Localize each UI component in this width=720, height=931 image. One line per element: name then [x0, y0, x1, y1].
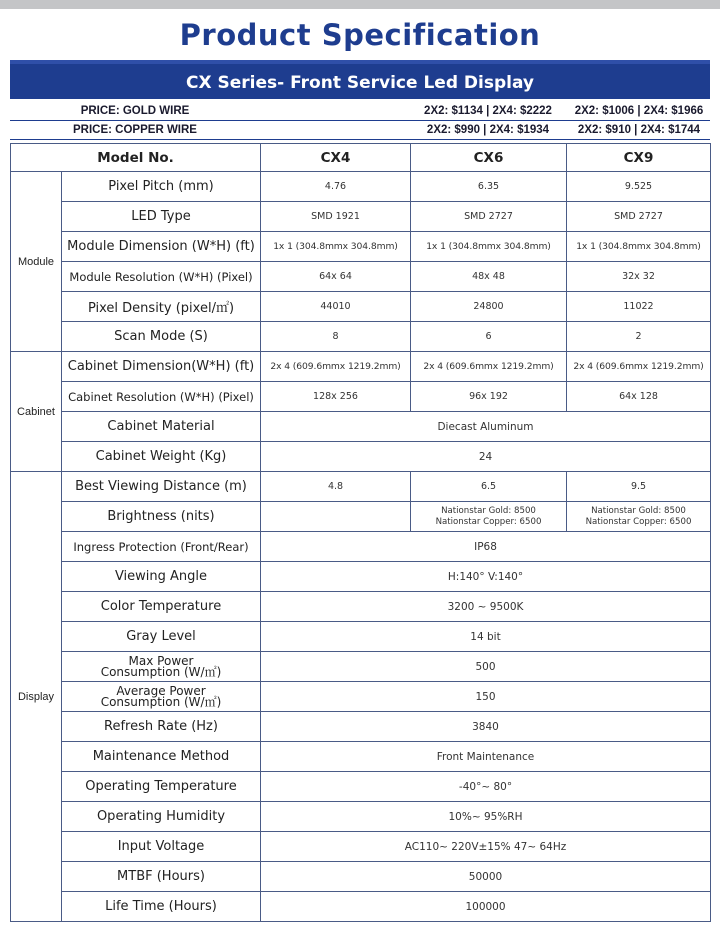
table-row	[11, 862, 711, 892]
row-label: Cabinet Weight (Kg)	[62, 442, 261, 472]
value-all: 150	[261, 682, 711, 712]
value-cx4: 128x 256	[261, 382, 411, 412]
table-row	[11, 292, 711, 322]
price-row-gold	[10, 102, 710, 121]
value-cx6: 6.35	[411, 172, 567, 202]
value-all: 100000	[261, 892, 711, 922]
series-banner	[10, 60, 710, 101]
row-label: Maintenance Method	[62, 742, 261, 772]
value-all: -40°~ 80°	[261, 772, 711, 802]
value-cx4: 44010	[261, 292, 411, 322]
row-label: Scan Mode (S)	[62, 322, 261, 352]
row-label-line: Average Power	[116, 683, 206, 698]
value-all: 500	[261, 652, 711, 682]
row-label: Cabinet Dimension(W*H) (ft)	[62, 352, 261, 382]
row-label: Ingress Protection (Front/Rear)	[62, 532, 261, 562]
row-label: Module Resolution (W*H) (Pixel)	[62, 262, 261, 292]
value-cx6	[411, 502, 567, 532]
value-all: 10%~ 95%RH	[261, 802, 711, 832]
value-cx9: 2x 4 (609.6mmx 1219.2mm)	[567, 352, 711, 382]
price-row-copper	[10, 121, 710, 140]
table-row	[11, 682, 711, 712]
value-cx9	[567, 502, 711, 532]
value-all: 3840	[261, 712, 711, 742]
value-all: 14 bit	[261, 622, 711, 652]
value-cx4: 2x 4 (609.6mmx 1219.2mm)	[261, 352, 411, 382]
row-label: Color Temperature	[62, 592, 261, 622]
row-label: LED Type	[62, 202, 261, 232]
table-row	[11, 352, 711, 382]
header-model: Model No.	[11, 144, 261, 172]
row-label: MTBF (Hours)	[62, 862, 261, 892]
table-row	[11, 652, 711, 682]
value-cx6: 96x 192	[411, 382, 567, 412]
price-label: PRICE: COPPER WIRE	[73, 124, 197, 136]
row-label: Cabinet Resolution (W*H) (Pixel)	[62, 382, 261, 412]
row-label: Life Time (Hours)	[62, 892, 261, 922]
value-all: 24	[261, 442, 711, 472]
top-gray-bar	[0, 0, 720, 9]
value-all: H:140° V:140°	[261, 562, 711, 592]
table-row	[11, 382, 711, 412]
row-label: Pixel Pitch (mm)	[62, 172, 261, 202]
price-cx9: 2X2: $910 | 2X4: $1744	[577, 124, 701, 136]
table-row	[11, 502, 711, 532]
header-cx4: CX4	[261, 144, 411, 172]
group-cabinet: Cabinet	[11, 352, 62, 472]
series-title: CX Series- Front Service Led Display	[186, 73, 534, 93]
header-cx6: CX6	[411, 144, 567, 172]
table-row	[11, 592, 711, 622]
value-cx6: 2x 4 (609.6mmx 1219.2mm)	[411, 352, 567, 382]
value-all: Front Maintenance	[261, 742, 711, 772]
value-cx9: 11022	[567, 292, 711, 322]
row-label-line: Consumption (W/㎡)	[100, 664, 222, 679]
value-cx6: 24800	[411, 292, 567, 322]
row-label: Input Voltage	[62, 832, 261, 862]
value-cx4: SMD 1921	[261, 202, 411, 232]
table-row	[11, 892, 711, 922]
value-cx9: 9.5	[567, 472, 711, 502]
table-row	[11, 742, 711, 772]
table-row	[11, 412, 711, 442]
value-cx9: 9.525	[567, 172, 711, 202]
value-cx9: SMD 2727	[567, 202, 711, 232]
table-row	[11, 472, 711, 502]
price-cx6: 2X2: $1134 | 2X4: $2222	[424, 105, 552, 117]
row-label-line: Max Power	[128, 653, 194, 668]
table-row	[11, 172, 711, 202]
value-all: IP68	[261, 532, 711, 562]
page-title: Product Specification	[179, 18, 541, 52]
row-label: Refresh Rate (Hz)	[62, 712, 261, 742]
value-cx4: 4.8	[261, 472, 411, 502]
table-row	[11, 232, 711, 262]
table-row	[11, 202, 711, 232]
table-row	[11, 562, 711, 592]
value-cx6: 1x 1 (304.8mmx 304.8mm)	[411, 232, 567, 262]
row-label	[62, 652, 261, 682]
price-label: PRICE: GOLD WIRE	[80, 105, 190, 117]
brightness-gold: Nationstar Gold: 8500	[591, 505, 686, 516]
value-all: Diecast Aluminum	[261, 412, 711, 442]
row-label-line: Consumption (W/㎡)	[100, 694, 222, 709]
table-row	[11, 532, 711, 562]
table-row	[11, 832, 711, 862]
table-row	[11, 322, 711, 352]
row-label: Viewing Angle	[62, 562, 261, 592]
value-cx9: 2	[567, 322, 711, 352]
row-label: Cabinet Material	[62, 412, 261, 442]
value-cx9: 1x 1 (304.8mmx 304.8mm)	[567, 232, 711, 262]
value-cx4: 64x 64	[261, 262, 411, 292]
table-row	[11, 772, 711, 802]
header-cx9: CX9	[567, 144, 711, 172]
spec-table	[10, 143, 711, 922]
value-all: 50000	[261, 862, 711, 892]
value-cx6: 48x 48	[411, 262, 567, 292]
table-row	[11, 622, 711, 652]
value-all: 3200 ~ 9500K	[261, 592, 711, 622]
header-row	[11, 144, 711, 172]
value-cx4: 4.76	[261, 172, 411, 202]
value-all: AC110~ 220V±15% 47~ 64Hz	[261, 832, 711, 862]
row-label: Brightness (nits)	[62, 502, 261, 532]
row-label	[62, 682, 261, 712]
brightness-gold: Nationstar Gold: 8500	[441, 505, 536, 516]
row-label: Operating Humidity	[62, 802, 261, 832]
group-display: Display	[11, 472, 62, 922]
banner-strip	[10, 60, 710, 64]
row-label: Operating Temperature	[62, 772, 261, 802]
row-label: Gray Level	[62, 622, 261, 652]
value-cx6: SMD 2727	[411, 202, 567, 232]
value-cx6: 6	[411, 322, 567, 352]
row-label: Pixel Density (pixel/㎡)	[62, 292, 261, 322]
row-label: Best Viewing Distance (m)	[62, 472, 261, 502]
value-cx9: 32x 32	[567, 262, 711, 292]
value-cx4: 1x 1 (304.8mmx 304.8mm)	[261, 232, 411, 262]
table-row	[11, 262, 711, 292]
row-label: Module Dimension (W*H) (ft)	[62, 232, 261, 262]
group-module: Module	[11, 172, 62, 352]
value-cx4	[261, 502, 411, 532]
table-row	[11, 712, 711, 742]
brightness-copper: Nationstar Copper: 6500	[585, 516, 692, 527]
price-cx6: 2X2: $990 | 2X4: $1934	[426, 124, 550, 136]
value-cx6: 6.5	[411, 472, 567, 502]
table-row	[11, 802, 711, 832]
price-cx9: 2X2: $1006 | 2X4: $1966	[574, 105, 704, 117]
value-cx9: 64x 128	[567, 382, 711, 412]
table-row	[11, 442, 711, 472]
value-cx4: 8	[261, 322, 411, 352]
brightness-copper: Nationstar Copper: 6500	[435, 516, 542, 527]
